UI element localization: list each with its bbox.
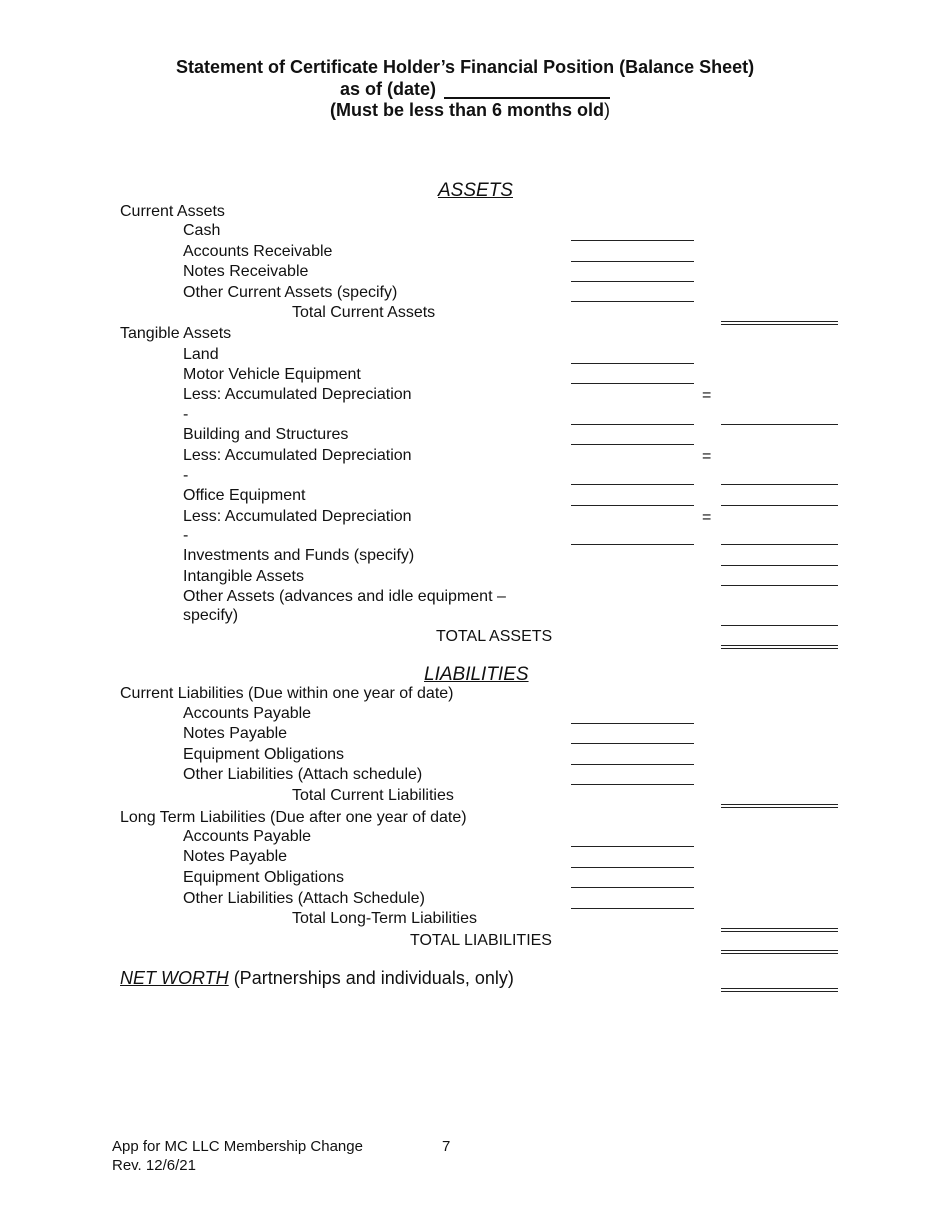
lt-notes-payable-label: Notes Payable [183, 848, 288, 865]
age-requirement-note [330, 100, 610, 121]
total-long-term-liabilities-label: Total Long-Term Liabilities [292, 910, 477, 927]
investments-field[interactable] [721, 565, 838, 566]
cl-other-liabilities-label: Other Liabilities (Attach schedule) [183, 766, 423, 783]
investments-label: Investments and Funds (specify) [183, 547, 415, 564]
building-dash: - [183, 467, 189, 484]
accounts-receivable-label: Accounts Receivable [183, 243, 333, 260]
net-worth-note: (Partnerships and individuals, only) [233, 968, 514, 988]
land-label: Land [183, 346, 219, 363]
intangible-assets-field[interactable] [721, 585, 838, 586]
building-depreciation-field[interactable] [571, 484, 694, 485]
office-dash: - [183, 527, 189, 544]
motor-dash: - [183, 406, 189, 423]
total-current-liabilities-label: Total Current Liabilities [292, 787, 454, 804]
as-of-date-label: as of (date) [340, 79, 437, 99]
total-long-term-liabilities-field[interactable] [721, 928, 838, 932]
cl-notes-payable-label: Notes Payable [183, 725, 288, 742]
motor-vehicle-label: Motor Vehicle Equipment [183, 366, 361, 383]
total-current-assets-label: Total Current Assets [292, 304, 436, 321]
current-assets-label: Current Assets [120, 203, 225, 220]
net-worth-field[interactable] [721, 988, 838, 992]
office-equals-sign: = [702, 509, 712, 526]
net-worth-label: NET WORTH [120, 968, 229, 988]
total-current-assets-field[interactable] [721, 321, 838, 325]
notes-receivable-label: Notes Receivable [183, 263, 309, 280]
motor-depreciation-field[interactable] [571, 424, 694, 425]
footer-page-number: 7 [442, 1138, 451, 1155]
lt-other-liabilities-field[interactable] [571, 908, 694, 909]
office-equipment-field[interactable] [571, 505, 694, 506]
lt-notes-payable-field[interactable] [571, 867, 694, 868]
net-worth-row [120, 968, 514, 988]
cl-notes-payable-field[interactable] [571, 743, 694, 744]
cl-other-liabilities-field[interactable] [571, 784, 694, 785]
total-assets-field[interactable] [721, 645, 838, 649]
closing-paren: ) [604, 100, 611, 120]
other-assets-label-line1: Other Assets (advances and idle equipment – [183, 588, 506, 605]
cl-accounts-payable-field[interactable] [571, 723, 694, 724]
cl-equipment-obligations-field[interactable] [571, 764, 694, 765]
footer-revision: Rev. 12/6/21 [112, 1157, 196, 1174]
motor-vehicle-field[interactable] [571, 383, 694, 384]
office-depreciation-label: Less: Accumulated Depreciation [183, 508, 412, 525]
total-liabilities-label: TOTAL LIABILITIES [410, 932, 552, 949]
lt-equipment-obligations-label: Equipment Obligations [183, 869, 344, 886]
motor-net-field[interactable] [721, 424, 838, 425]
office-equipment-extra-line[interactable] [721, 505, 838, 506]
lt-accounts-payable-field[interactable] [571, 846, 694, 847]
total-current-liabilities-field[interactable] [721, 804, 838, 808]
cash-field[interactable] [571, 240, 694, 241]
other-current-assets-field[interactable] [571, 301, 694, 302]
notes-receivable-field[interactable] [571, 281, 694, 282]
age-requirement-text: (Must be less than 6 months old [330, 100, 605, 120]
intangible-assets-label: Intangible Assets [183, 568, 304, 585]
liabilities-heading: LIABILITIES [424, 664, 529, 685]
building-field[interactable] [571, 444, 694, 445]
total-liabilities-field[interactable] [721, 950, 838, 954]
footer-document-name: App for MC LLC Membership Change [112, 1138, 363, 1155]
lt-equipment-obligations-field[interactable] [571, 887, 694, 888]
office-net-field[interactable] [721, 544, 838, 545]
other-assets-field[interactable] [721, 625, 838, 626]
land-field[interactable] [571, 363, 694, 364]
cl-equipment-obligations-label: Equipment Obligations [183, 746, 344, 763]
long-term-liabilities-label: Long Term Liabilities (Due after one year of date) [120, 809, 467, 826]
page-title: Statement of Certificate Holder’s Financial Position (Balance Sheet) [176, 57, 755, 77]
motor-equals-sign: = [702, 387, 712, 404]
building-depreciation-label: Less: Accumulated Depreciation [183, 447, 412, 464]
cash-label: Cash [183, 222, 221, 239]
tangible-assets-label: Tangible Assets [120, 325, 232, 342]
lt-other-liabilities-label: Other Liabilities (Attach Schedule) [183, 890, 425, 907]
building-net-field[interactable] [721, 484, 838, 485]
accounts-receivable-field[interactable] [571, 261, 694, 262]
office-depreciation-field[interactable] [571, 544, 694, 545]
cl-accounts-payable-label: Accounts Payable [183, 705, 312, 722]
building-label: Building and Structures [183, 426, 349, 443]
current-liabilities-label: Current Liabilities (Due within one year of date) [120, 685, 454, 702]
building-equals-sign: = [702, 448, 712, 465]
other-current-assets-label: Other Current Assets (specify) [183, 284, 398, 301]
motor-depreciation-label: Less: Accumulated Depreciation [183, 386, 412, 403]
as-of-date-field[interactable] [444, 97, 610, 99]
office-equipment-label: Office Equipment [183, 487, 306, 504]
lt-accounts-payable-label: Accounts Payable [183, 828, 312, 845]
total-assets-label: TOTAL ASSETS [436, 628, 553, 645]
assets-heading: ASSETS [438, 180, 513, 201]
other-assets-label-line2: specify) [183, 607, 239, 624]
